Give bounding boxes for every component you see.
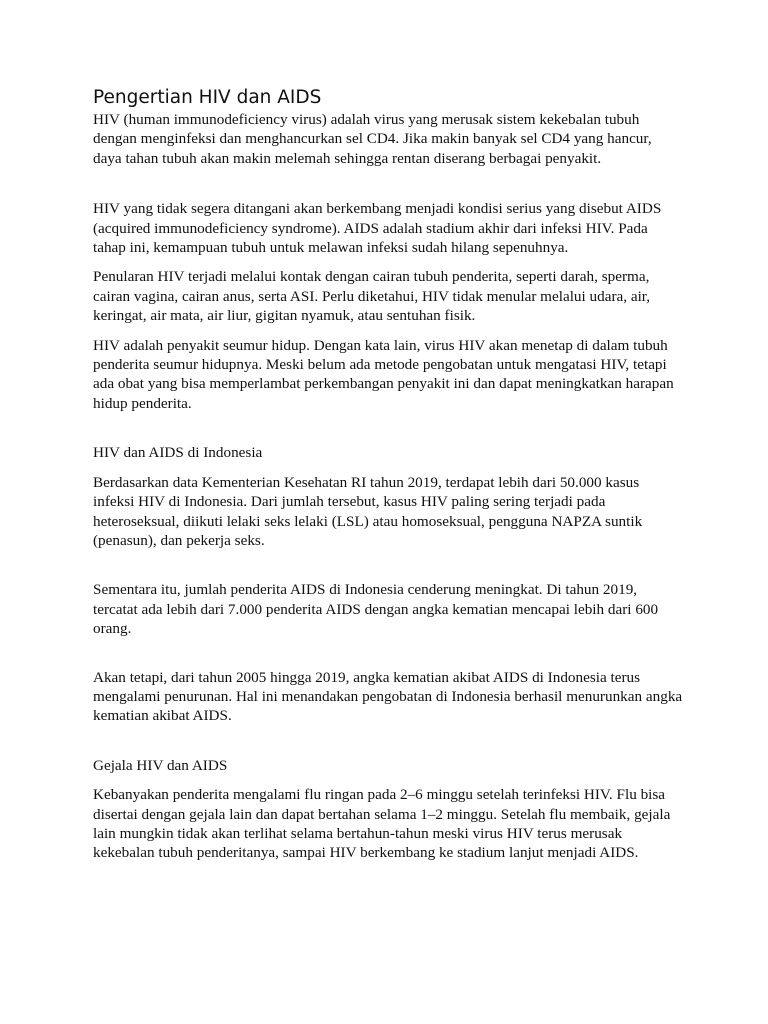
document-body bbox=[93, 86, 683, 863]
document-title: Pengertian HIV dan AIDS bbox=[93, 87, 322, 108]
paragraph-indonesia-mortality: Akan tetapi, dari tahun 2005 hingga 2019, angka kematian akibat AIDS di Indonesia terus mengalami penurunan. Hal ini menandakan pengobatan di Indonesia berhasil menurunkan angka kematian akibat AIDS. bbox=[93, 668, 683, 725]
paragraph-indonesia-aids: Sementara itu, jumlah penderita AIDS di Indonesia cenderung meningkat. Di tahun 2019, tercatat ada lebih dari 7.000 penderita AIDS dengan angka kematian mencapai lebih dari 600 orang. bbox=[93, 581, 659, 638]
paragraph-transmission: Penularan HIV terjadi melalui kontak dengan cairan tubuh penderita, seperti darah, sperma, cairan vagina, cairan anus, serta ASI. Perlu diketahui, HIV tidak menular melalui udara, air, keringat, air mata, air liur, gigitan nyamuk, atau sentuhan fisik. bbox=[93, 268, 651, 325]
paragraph-hiv-definition: HIV (human immunodeficiency virus) adalah virus yang merusak sistem kekebalan tubuh dengan menginfeksi dan menghancurkan sel CD4. Jika makin banyak sel CD4 yang hancur, daya tahan tubuh akan makin melemah sehingga rentan diserang berbagai penyakit. bbox=[93, 111, 652, 167]
heading-indonesia: HIV dan AIDS di Indonesia bbox=[93, 444, 263, 462]
paragraph-symptoms: Kebanyakan penderita mengalami flu ringan pada 2–6 minggu setelah terinfeksi HIV. Flu bisa disertai dengan gejala lain dan dapat bertahan selama 1–2 minggu. Setelah flu membaik, gejala lain mungkin tidak akan terlihat selama bertahun-tahun meski virus HIV terus merusak kekebalan tubuh penderitanya, sampai HIV berkembang ke stadium lanjut menjadi AIDS. bbox=[93, 786, 671, 862]
paragraph-lifelong: HIV adalah penyakit seumur hidup. Dengan kata lain, virus HIV akan menetap di dalam tubuh penderita seumur hidupnya. Meski belum ada metode pengobatan untuk mengatasi HIV, tetapi ada obat yang bisa memperlambat perkembangan penyakit ini dan dapat meningkatkan harapan hidup penderita. bbox=[93, 336, 674, 412]
paragraph-indonesia-cases: Berdasarkan data Kementerian Kesehatan RI tahun 2019, terdapat lebih dari 50.000 kasus infeksi HIV di Indonesia. Dari jumlah tersebut, kasus HIV paling sering terjadi pada heteroseksual, diikuti lelaki seks lelaki (LSL) atau homoseksual, pengguna NAPZA suntik (penasun), dan pekerja seks. bbox=[93, 473, 643, 549]
heading-symptoms: Gejala HIV dan AIDS bbox=[93, 756, 228, 774]
paragraph-aids-definition: HIV yang tidak segera ditangani akan berkembang menjadi kondisi serius yang disebut AIDS (acquired immunodeficiency syndrome). AIDS adalah stadium akhir dari infeksi HIV. Pada tahap ini, kemampuan tubuh untuk melawan infeksi sudah hilang sepenuhnya. bbox=[93, 200, 662, 257]
